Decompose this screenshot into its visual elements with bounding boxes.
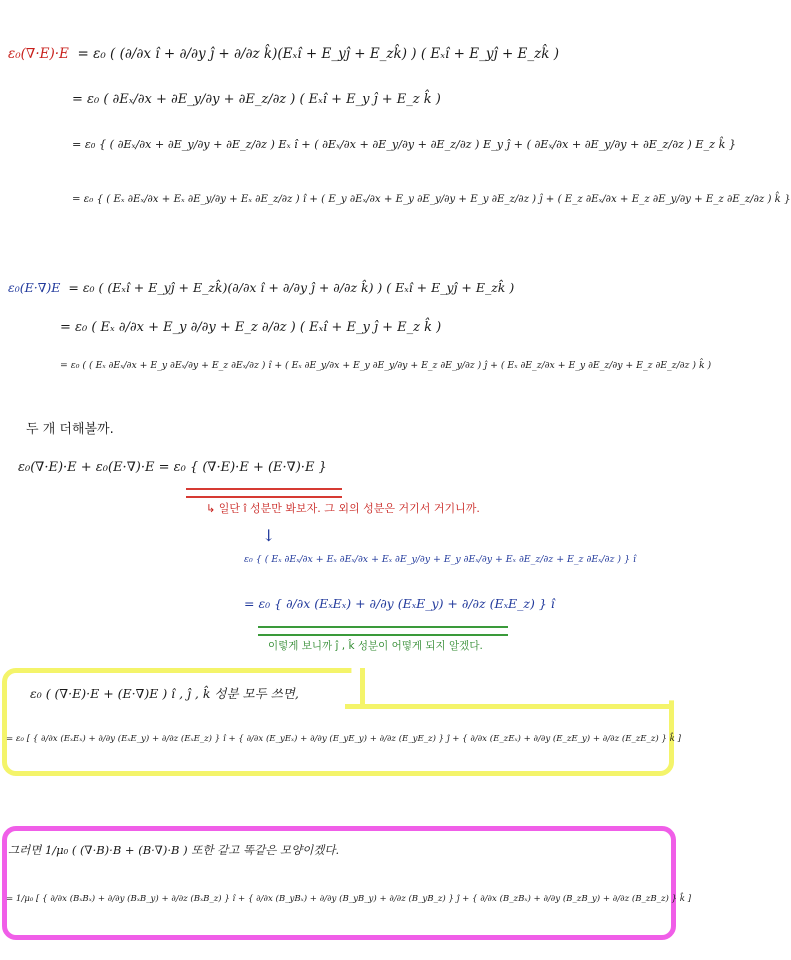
arrow-down-icon: ↓ <box>262 526 276 545</box>
caption-sum: 두 개 더해볼까. <box>26 422 114 437</box>
eq2-line3: = ε₀ ( ( Eₓ ∂Eₓ/∂x + E_y ∂Eₓ/∂y + E_z ∂Eₓ/∂z ) î + ( Eₓ ∂E_y/∂x + E_y ∂E_y/∂y + E_z ∂E_y/∂z ) ĵ + ( Eₓ ∂E_z/∂x + E_y ∂E_z/∂y + E_z ∂E_z/∂z ) k̂ ) <box>60 360 712 371</box>
eq1-line1 <box>8 46 559 62</box>
red-double-underline <box>186 488 342 498</box>
eq2-lhs: ε₀(E·∇)E <box>8 280 61 295</box>
sum-equation: ε₀(∇·E)·E + ε₀(E·∇)·E = ε₀ { (∇·E)·E + (E·∇)·E } <box>18 460 327 475</box>
full-b-head: 그러면 1/μ₀ ( (∇·B)·B + (B·∇)·B ) 또한 같고 똑같은 모양이겠다. <box>8 843 340 857</box>
full-e-equation: = ε₀ [ { ∂/∂x (EₓEₓ) + ∂/∂y (EₓE_y) + ∂/∂z (EₓE_z) } î + { ∂/∂x (E_yEₓ) + ∂/∂y (E_yE_y) + ∂/∂z (E_yE_z) } ĵ + { ∂/∂x (E_zEₓ) + ∂/∂y (E_zE_y) + ∂/∂z (E_zE_z) } k̂ ] <box>6 734 681 744</box>
yellow-highlight-ledge <box>345 704 674 709</box>
eq1-line3: = ε₀ { ( ∂Eₓ/∂x + ∂E_y/∂y + ∂E_z/∂z ) Eₓ î + ( ∂Eₓ/∂x + ∂E_y/∂y + ∂E_z/∂z ) E_y ĵ + ( ∂Eₓ/∂x + ∂E_y/∂y + ∂E_z/∂z ) E_z k̂ } <box>72 138 737 151</box>
eq1-line4: = ε₀ { ( Eₓ ∂Eₓ/∂x + Eₓ ∂E_y/∂y + Eₓ ∂E_z/∂z ) î + ( E_y ∂Eₓ/∂x + E_y ∂E_y/∂y + E_y ∂E_z/∂z ) ĵ + ( E_z ∂Eₓ/∂x + E_z ∂E_y/∂y + E_z ∂E_z/∂z ) k̂ } <box>72 194 791 205</box>
eq2-line1 <box>8 280 514 295</box>
yellow-highlight-step <box>345 668 365 708</box>
eq1-rhs-visible: = ε₀ ( (∂/∂x î + ∂/∂y ĵ + ∂/∂z k̂)(Eₓî + E_yĵ + E_zk̂) ) ( Eₓî + E_yĵ + E_zk̂ ) <box>73 46 560 62</box>
eq1-lhs: ε₀(∇·E)·E <box>8 46 69 62</box>
eq2-line2: = ε₀ ( Eₓ ∂/∂x + E_y ∂/∂y + E_z ∂/∂z ) ( Eₓî + E_y ĵ + E_z k̂ ) <box>60 320 442 335</box>
eq1-line2: = ε₀ ( ∂Eₓ/∂x + ∂E_y/∂y + ∂E_z/∂z ) ( Eₓî + E_y ĵ + E_z k̂ ) <box>72 92 441 107</box>
full-e-head: ε₀ ( (∇·E)·E + (E·∇)E ) î , ĵ , k̂ 성분 모두 쓰면, <box>30 686 299 701</box>
eq2-rhs: = ε₀ ( (Eₓî + E_yĵ + E_zk̂)(∂/∂x î + ∂/∂y ĵ + ∂/∂z k̂) ) ( Eₓî + E_yĵ + E_zk̂ ) <box>64 280 515 295</box>
i-component-result: = ε₀ { ∂/∂x (EₓEₓ) + ∂/∂y (EₓE_y) + ∂/∂z (EₓE_z) } î <box>244 596 555 611</box>
green-double-underline <box>258 626 508 636</box>
note-jk-components: 이렇게 보니까 ĵ , k̂ 성분이 어떻게 되지 알겠다. <box>268 640 483 652</box>
full-b-equation: = 1/μ₀ [ { ∂/∂x (BₓBₓ) + ∂/∂y (BₓB_y) + ∂/∂z (BₓB_z) } î + { ∂/∂x (B_yBₓ) + ∂/∂y (B_yB_y) + ∂/∂z (B_yB_z) } ĵ + { ∂/∂x (B_zBₓ) + ∂/∂y (B_zB_y) + ∂/∂z (B_zB_z) } k̂ ] <box>6 894 692 904</box>
i-component-expansion: ε₀ { ( Eₓ ∂Eₓ/∂x + Eₓ ∂Eₓ/∂x + Eₓ ∂E_y/∂y + E_y ∂Eₓ/∂y + Eₓ ∂E_z/∂z + E_z ∂Eₓ/∂z ) } î <box>244 554 637 565</box>
note-i-component: ↳ 일단 î 성분만 봐보자. 그 외의 성분은 거기서 거기니까. <box>206 502 480 515</box>
